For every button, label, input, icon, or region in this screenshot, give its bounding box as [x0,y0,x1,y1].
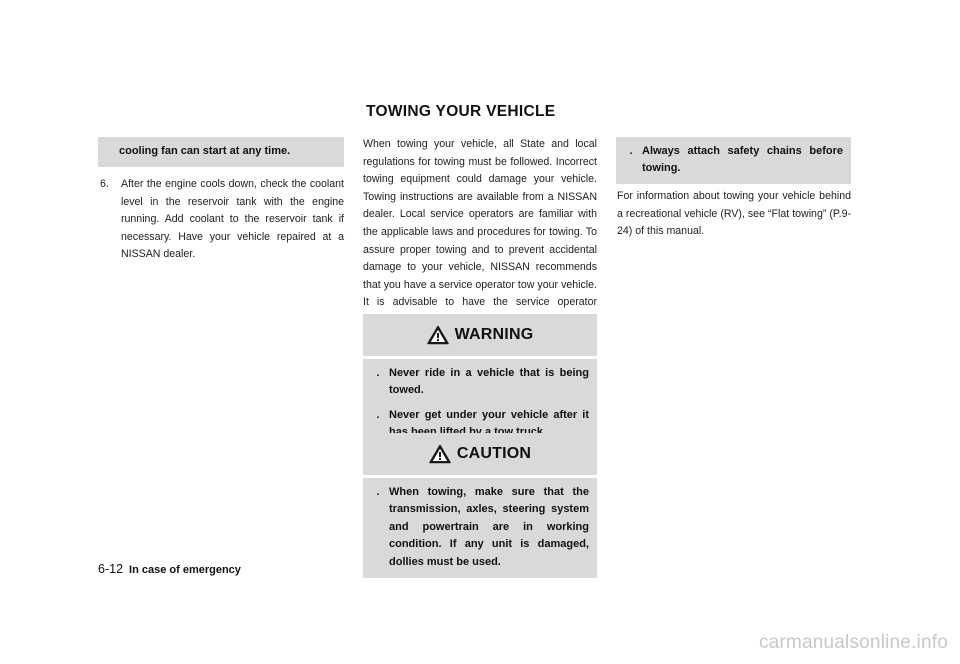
page-footer [98,562,241,576]
step-text: After the engine cools down, check the coolant level in the reservoir tank with the engine running. Add coolant to the reservoir tank if necessary. Have your vehicle repaired at a NISSAN dealer. [121,178,344,261]
bullet-mark: . [629,145,633,157]
warning-continuation-box [98,137,344,167]
warning-item [620,143,843,178]
warning-item-text: Never get under your vehicle after it [389,408,589,421]
section-title: TOWING YOUR VEHICLE [366,103,556,120]
warning-item-text: Always attach safety chains before towing. [642,145,843,175]
warning-box [363,314,597,448]
caution-box [363,433,597,578]
caution-label: CAUTION [456,445,532,462]
watermark-text: carmanualsonline.info [758,632,948,653]
page-number: 6-12 [98,562,124,576]
step-6 [100,176,344,264]
bullet-mark: . [376,408,380,421]
warning-continuation-text: cooling fan can start at any time. [119,145,291,157]
safety-chain-warning-box [616,137,851,184]
step-number: 6. [100,178,109,190]
bullet-mark: . [376,486,380,498]
caution-items [363,478,597,578]
caution-item-text: When towing, make sure that the transmission, axles, steering system and powertrain are in working condition. If any unit is damaged, dollies must be used. [389,486,589,568]
towing-intro-text: When towing your vehicle, all State and local regulations for towing must be followed. Incorrect towing equipment could damage your vehicle. Towing instructions are available from a NISSAN dealer. Local service operators are familiar with the applicable laws and procedures for towing. To assure proper towing and to prevent accidental damage to your vehicle, NISSAN recommends that you have a service operator tow your vehicle. It is advisable to have the service operator [363,138,597,309]
caution-triangle-icon [429,444,451,464]
warning-item [367,365,589,400]
warning-label: WARNING [454,326,534,343]
bullet-mark: . [376,367,380,379]
warning-item-text: Never ride in a vehicle that is being towed. [389,367,589,397]
flat-towing-info: For information about towing your vehicle behind a recreational vehicle (RV), see “Flat towing” (P.9-24) of this manual. [617,190,851,238]
warning-triangle-icon [427,325,449,345]
warning-banner [363,314,597,356]
caution-banner [363,433,597,475]
caution-item [367,484,589,571]
chapter-title: In case of emergency [129,564,241,576]
